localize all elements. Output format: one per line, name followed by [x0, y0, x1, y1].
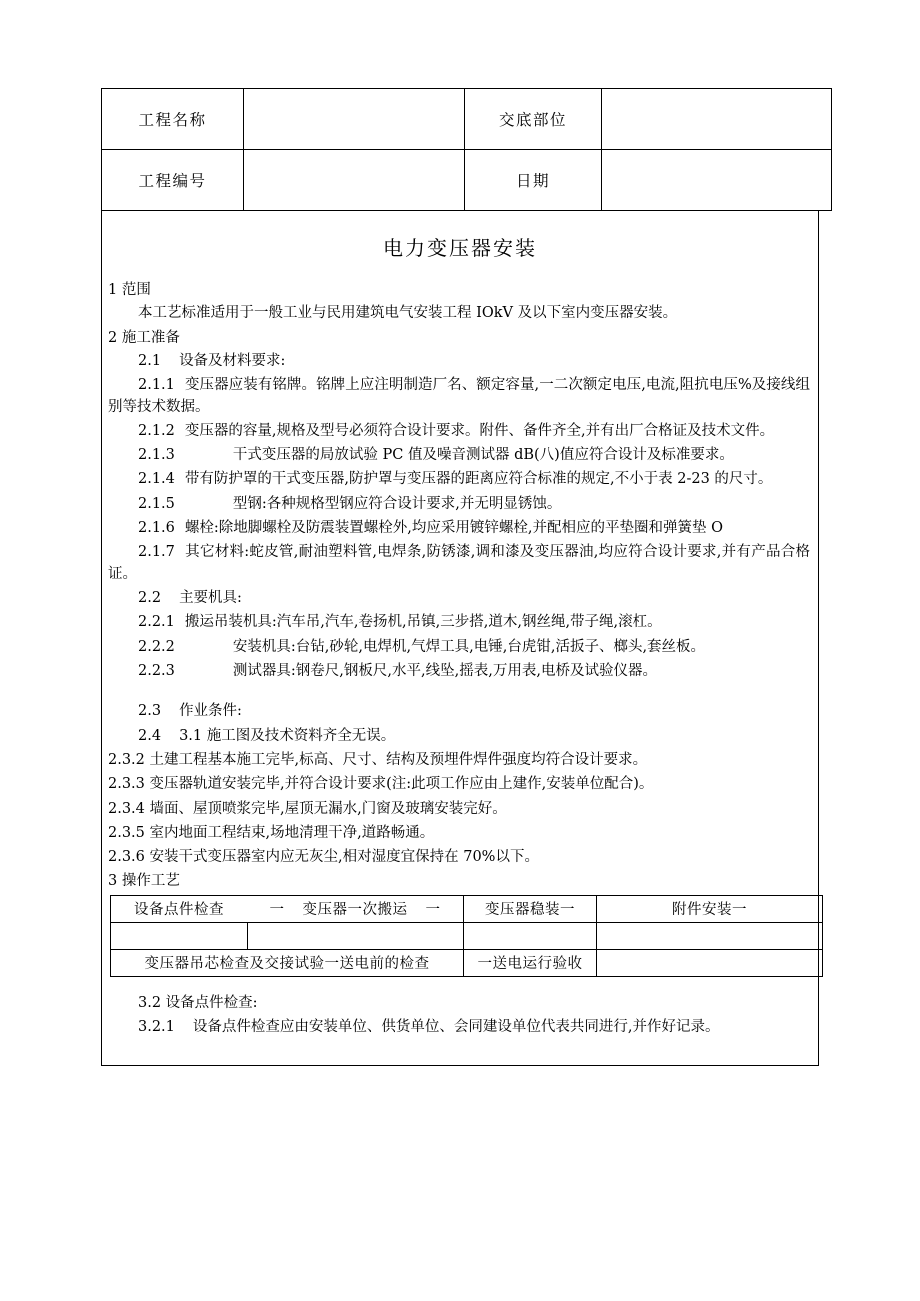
- date-label: 日期: [465, 150, 602, 211]
- para-3-2: 3.2 设备点件检查:: [138, 994, 258, 1011]
- disclosure-part-value[interactable]: [602, 89, 832, 150]
- para-2-2-3-number: 2.2.3: [138, 662, 175, 679]
- table-row: [111, 895, 823, 922]
- flow-arrow-1: 一: [269, 902, 285, 919]
- para-2-2-2: [106, 637, 814, 658]
- para-2-1-text: 设备及材料要求:: [179, 352, 286, 369]
- para-2-3-6: 2.3.6 安装干式变压器室内应无灰尘,相对湿度宜保持在 70%以下。: [108, 849, 539, 866]
- para-2-3-3: 2.3.3 变压器轨道安装完毕,并符合设计要求(注:此项工作应由上建作,安装单位配合)。: [108, 776, 654, 793]
- section-1-heading: 1 范围: [108, 282, 151, 298]
- flow-blank-4: [597, 922, 823, 949]
- para-2-3-5: 2.3.5 室内地面工程结束,场地清理干净,道路畅通。: [108, 824, 435, 841]
- para-2-1-3-text: 干式变压器的局放试验 PC 值及噪音测试器 dB(八)值应符合设计及标准要求。: [232, 447, 734, 464]
- flow-step-2-label: 变压器一次搬运: [302, 902, 408, 919]
- para-2-1-5-number: 2.1.5: [138, 495, 175, 512]
- para-2-2: [106, 588, 814, 609]
- project-name-label: 工程名称: [102, 89, 244, 150]
- para-2-1-4-text: 带有防护罩的干式变压器,防护罩与变压器的距离应符合标准的规定,不小于表 2-23 的尺寸。: [184, 471, 773, 488]
- table-row: [111, 922, 823, 949]
- flow-step-1: 设备点件检查: [111, 895, 248, 922]
- para-2-2-1: [106, 612, 814, 633]
- para-2-3-2: 2.3.2 土建工程基本施工完毕,标高、尺寸、结构及预埋件焊件强度均符合设计要求。: [108, 751, 648, 768]
- para-2-1-5: [106, 494, 814, 515]
- para-2-1-1-text: 变压器应装有铭牌。铭牌上应注明制造厂名、额定容量,一二次额定电压,电流,阻抗电压%及接线组别等技术数据。: [108, 377, 810, 415]
- project-number-value[interactable]: [244, 150, 465, 211]
- para-2-2-1-number: 2.2.1: [138, 614, 175, 631]
- para-2-1-6-text: 螺栓:除地脚螺栓及防震装置螺栓外,均应采用镀锌螺栓,并配相应的平垫圈和弹簧垫 O: [184, 520, 724, 537]
- section-1-body: 本工艺标准适用于一般工业与民用建筑电气安装工程 IOkV 及以下室内变压器安装。: [138, 305, 678, 322]
- para-2-1-3: [106, 445, 814, 466]
- para-2-1-4-number: 2.1.4: [138, 471, 175, 488]
- para-3-2-1-number: 3.2.1: [138, 1019, 175, 1036]
- flow-step-5: 变压器吊芯检查及交接试验一送电前的检查: [111, 949, 464, 976]
- para-2-1-1: [106, 375, 814, 418]
- para-2-4: [106, 726, 814, 747]
- para-2-1-6: [106, 518, 814, 539]
- paragraph-spacer: [106, 977, 814, 993]
- para-2-2-3: [106, 661, 814, 682]
- para-2-1-2: [106, 421, 814, 442]
- para-2-2-1-text: 搬运吊装机具:汽车吊,汽车,卷扬机,吊镇,三步搭,道木,钢丝绳,带子绳,滚杠。: [184, 614, 662, 631]
- flow-step-2: [247, 895, 464, 922]
- para-2-1-7: [106, 542, 814, 585]
- flow-blank-2: [247, 922, 464, 949]
- page-title: 电力变压器安装: [383, 236, 537, 260]
- flow-step-4: 附件安装一: [597, 895, 823, 922]
- para-2-2-2-text: 安装机具:台钻,砂轮,电焊机,气焊工具,电锤,台虎钳,活扳子、榔头,套丝板。: [232, 638, 706, 655]
- para-2-4-text: 3.1 施工图及技术资料齐全无误。: [179, 727, 396, 744]
- para-2-1-4: [106, 469, 814, 490]
- paragraph-spacer: [106, 685, 814, 701]
- para-2-2-number: 2.2: [138, 590, 162, 607]
- document-page: [101, 88, 819, 1066]
- para-2-1-1-number: 2.1.1: [138, 377, 175, 394]
- disclosure-part-label: 交底部位: [465, 89, 602, 150]
- content-frame: [101, 211, 819, 1066]
- flow-step-6: 一送电运行验收: [464, 949, 597, 976]
- table-row: [102, 89, 832, 150]
- project-name-value[interactable]: [244, 89, 465, 150]
- para-2-1-7-number: 2.1.7: [138, 544, 175, 561]
- para-2-4-number: 2.4: [138, 727, 162, 744]
- flow-blank-5: [597, 949, 823, 976]
- para-2-3-number: 2.3: [138, 703, 162, 720]
- header-info-table: [101, 88, 832, 211]
- para-2-1-5-text: 型钢:各种规格型钢应符合设计要求,并无明显锈蚀。: [232, 495, 562, 512]
- project-number-label: 工程编号: [102, 150, 244, 211]
- section-2-heading: 2 施工准备: [108, 329, 180, 346]
- para-2-1-number: 2.1: [138, 352, 162, 369]
- para-3-2-1-text: 设备点件检查应由安装单位、供货单位、会同建设单位代表共同进行,并作好记录。: [192, 1019, 720, 1036]
- section-3-heading: 3 操作工艺: [108, 873, 180, 890]
- para-2-3-text: 作业条件:: [179, 703, 242, 720]
- para-2-1-7-text: 其它材料:蛇皮管,耐油塑料管,电焊条,防锈漆,调和漆及变压器油,均应符合设计要求,并有产品合格证。: [108, 544, 810, 582]
- para-2-2-2-number: 2.2.2: [138, 638, 175, 655]
- table-row: [111, 949, 823, 976]
- flow-step-3: 变压器稳装一: [464, 895, 597, 922]
- para-2-1-6-number: 2.1.6: [138, 520, 175, 537]
- para-2-1-3-number: 2.1.3: [138, 447, 175, 464]
- table-row: [102, 150, 832, 211]
- date-value[interactable]: [602, 150, 832, 211]
- flow-arrow-2: 一: [425, 902, 441, 919]
- para-2-3-4: 2.3.4 墙面、屋顶喷浆完毕,屋顶无漏水,门窗及玻璃安装完好。: [108, 800, 507, 817]
- process-flow-table: [110, 895, 823, 977]
- para-2-1-2-number: 2.1.2: [138, 422, 175, 439]
- para-2-3: [106, 701, 814, 722]
- flow-blank-3: [464, 922, 597, 949]
- para-2-1: [106, 351, 814, 372]
- bottom-padding: [106, 1041, 814, 1065]
- para-3-2-1: [106, 1017, 814, 1038]
- para-2-1-2-text: 变压器的容量,规格及型号必须符合设计要求。附件、备件齐全,并有出厂合格证及技术文件。: [184, 422, 775, 439]
- para-2-2-text: 主要机具:: [179, 590, 242, 607]
- process-flow-wrapper: [106, 895, 814, 977]
- para-2-2-3-text: 测试器具:钢卷尺,钢板尺,水平,线坠,摇表,万用表,电桥及试验仪器。: [232, 662, 657, 679]
- flow-blank-1: [111, 922, 248, 949]
